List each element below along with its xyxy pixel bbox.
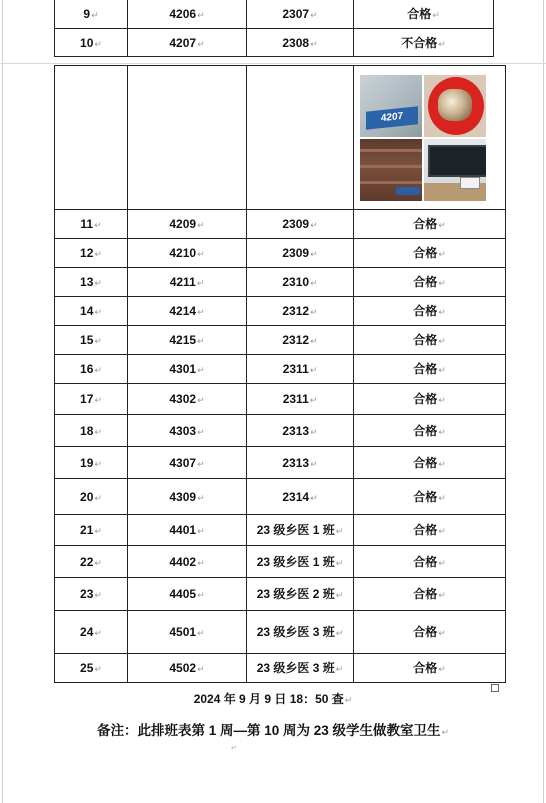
row-number-cell: 17↵ <box>55 384 128 415</box>
class-cell: 23 级乡医 2 班↵ <box>247 578 354 611</box>
result-cell: 合格↵ <box>354 0 494 29</box>
empty-cell <box>128 66 247 210</box>
table-row <box>55 29 494 57</box>
row-number-cell: 25↵ <box>55 654 128 683</box>
empty-cell <box>247 66 354 210</box>
result-cell: 合格↵ <box>354 239 506 268</box>
room-cell: 4401↵ <box>128 515 247 546</box>
class-cell: 2308↵ <box>247 29 354 57</box>
table-row <box>55 578 506 611</box>
table-row <box>55 611 506 654</box>
room-cell: 4501↵ <box>128 611 247 654</box>
table-row <box>55 515 506 546</box>
room-cell: 4209↵ <box>128 210 247 239</box>
room-cell: 4301↵ <box>128 355 247 384</box>
table-row <box>55 326 506 355</box>
class-cell: 2313↵ <box>247 447 354 479</box>
result-cell: 合格↵ <box>354 297 506 326</box>
row-number-cell: 13↵ <box>55 268 128 297</box>
row-number-cell: 14↵ <box>55 297 128 326</box>
paragraph-mark: ↵ <box>231 745 237 752</box>
room-cell: 4303↵ <box>128 415 247 447</box>
row-number-cell: 18↵ <box>55 415 128 447</box>
door-photo <box>360 139 422 201</box>
room-cell: 4211↵ <box>128 268 247 297</box>
room-cell: 4210↵ <box>128 239 247 268</box>
table-row <box>55 546 506 578</box>
classroom-sign-photo <box>360 75 422 137</box>
class-cell: 2310↵ <box>247 268 354 297</box>
class-cell: 2314↵ <box>247 479 354 515</box>
result-cell: 合格↵ <box>354 415 506 447</box>
class-cell: 23 级乡医 1 班↵ <box>247 546 354 578</box>
photo-row <box>55 66 506 210</box>
table-row <box>55 0 494 29</box>
class-cell: 2309↵ <box>247 239 354 268</box>
table-row <box>55 654 506 683</box>
result-cell: 合格↵ <box>354 447 506 479</box>
result-cell: 合格↵ <box>354 479 506 515</box>
row-number-cell: 16↵ <box>55 355 128 384</box>
room-cell: 4215↵ <box>128 326 247 355</box>
room-cell: 4307↵ <box>128 447 247 479</box>
row-number-cell: 9↵ <box>55 0 128 29</box>
row-number-cell: 10↵ <box>55 29 128 57</box>
table-row <box>55 479 506 515</box>
row-number-cell: 11↵ <box>55 210 128 239</box>
empty-cell <box>55 66 128 210</box>
room-cell: 4405↵ <box>128 578 247 611</box>
table-row <box>55 268 506 297</box>
result-cell: 合格↵ <box>354 268 506 297</box>
remark-note: 备注：此排班表第 1 周—第 10 周为 23 级学生做教室卫生↵ <box>96 723 450 738</box>
class-cell: 2312↵ <box>247 326 354 355</box>
inspection-time: 2024 年 9 月 9 日 18：50 查↵ <box>193 692 353 706</box>
table-row <box>55 210 506 239</box>
room-cell: 4207↵ <box>128 29 247 57</box>
row-number-cell: 21↵ <box>55 515 128 546</box>
page-left-edge <box>2 0 3 803</box>
result-cell: 合格↵ <box>354 611 506 654</box>
class-cell: 23 级乡医 3 班↵ <box>247 654 354 683</box>
row-number-cell: 24↵ <box>55 611 128 654</box>
page-break-line <box>0 63 546 64</box>
room-cell: 4309↵ <box>128 479 247 515</box>
inspection-table-main <box>54 65 506 683</box>
inspection-table-top <box>54 0 494 57</box>
class-cell: 23 级乡医 3 班↵ <box>247 611 354 654</box>
result-cell: 合格↵ <box>354 578 506 611</box>
class-cell: 2309↵ <box>247 210 354 239</box>
result-cell: 合格↵ <box>354 654 506 683</box>
result-cell: 合格↵ <box>354 384 506 415</box>
result-cell: 不合格↵ <box>354 29 494 57</box>
row-number-cell: 12↵ <box>55 239 128 268</box>
room-cell: 4402↵ <box>128 546 247 578</box>
row-number-cell: 23↵ <box>55 578 128 611</box>
table-row <box>55 415 506 447</box>
class-cell: 2311↵ <box>247 384 354 415</box>
room-sign: 4207 <box>366 106 418 129</box>
photo-cell <box>354 66 506 210</box>
class-cell: 2311↵ <box>247 355 354 384</box>
result-cell: 合格↵ <box>354 515 506 546</box>
class-cell: 2307↵ <box>247 0 354 29</box>
table-row <box>55 239 506 268</box>
page-right-edge <box>543 0 544 803</box>
result-cell: 合格↵ <box>354 546 506 578</box>
room-cell: 4302↵ <box>128 384 247 415</box>
trash-bin-photo <box>424 75 486 137</box>
table-row <box>55 384 506 415</box>
table-row <box>55 355 506 384</box>
room-cell: 4214↵ <box>128 297 247 326</box>
result-cell: 合格↵ <box>354 355 506 384</box>
table-row <box>55 447 506 479</box>
inspection-photo-collage[interactable] <box>360 75 499 201</box>
class-cell: 2313↵ <box>247 415 354 447</box>
row-number-cell: 19↵ <box>55 447 128 479</box>
row-number-cell: 22↵ <box>55 546 128 578</box>
room-cell: 4206↵ <box>128 0 247 29</box>
result-cell: 合格↵ <box>354 210 506 239</box>
room-cell: 4502↵ <box>128 654 247 683</box>
row-number-cell: 20↵ <box>55 479 128 515</box>
row-number-cell: 15↵ <box>55 326 128 355</box>
table-row <box>55 297 506 326</box>
class-cell: 23 级乡医 1 班↵ <box>247 515 354 546</box>
class-cell: 2312↵ <box>247 297 354 326</box>
classroom-screen-photo <box>424 139 486 201</box>
result-cell: 合格↵ <box>354 326 506 355</box>
